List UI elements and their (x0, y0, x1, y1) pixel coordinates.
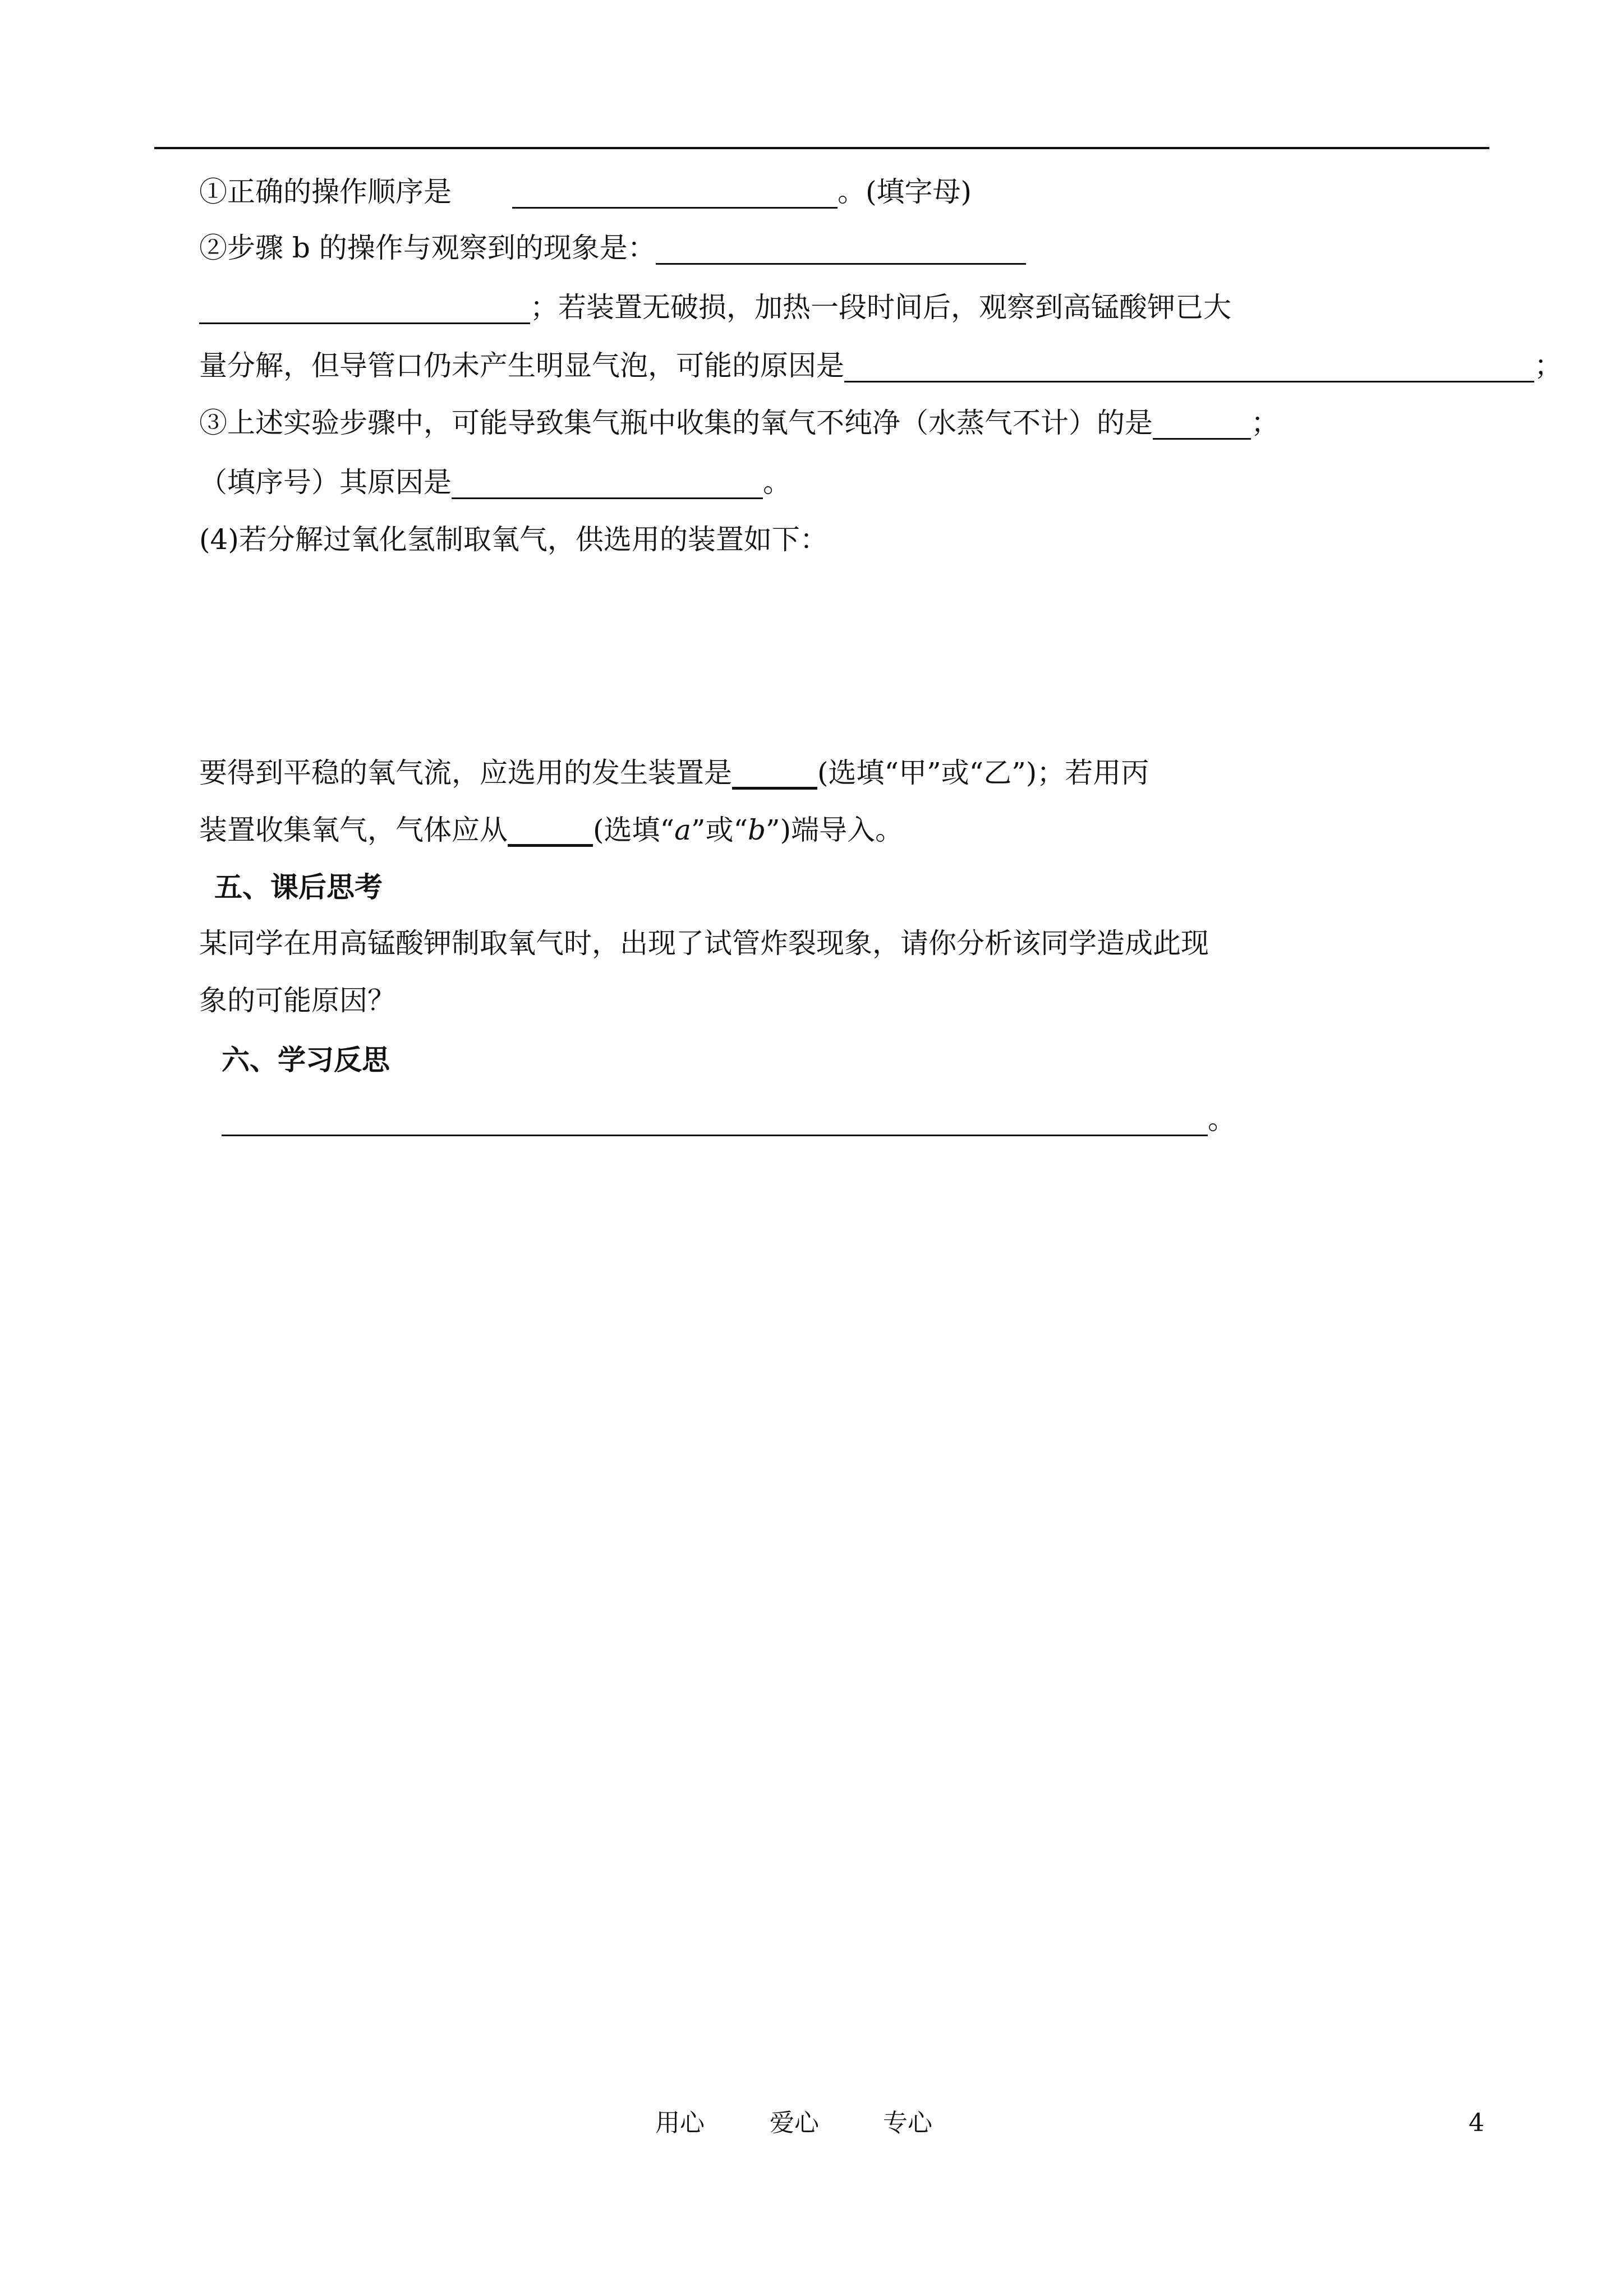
answer-blank-1[interactable] (512, 178, 838, 209)
answer-blank-2a[interactable] (656, 234, 1026, 265)
header-rule (154, 147, 1489, 149)
question-4b-mid2: ”或“ (691, 814, 748, 846)
reflection-end: 。 (1208, 1103, 1236, 1136)
section-six-title: 六、学习反思 (222, 1043, 390, 1076)
section-five-title: 五、课后思考 (214, 870, 383, 903)
question-2c-line (199, 349, 1562, 382)
question-4b-prefix: 装置收集氧气，气体应从 (199, 814, 508, 846)
answer-blank-4b[interactable] (508, 815, 593, 847)
question-2c-prefix: 量分解，但导管口仍未产生明显气泡，可能的原因是 (199, 349, 844, 382)
answer-blank-2b[interactable] (199, 293, 530, 324)
question-1-prefix: ①正确的操作顺序是 (199, 176, 452, 208)
option-a: a (674, 814, 691, 846)
question-3-suffix: ； (1251, 407, 1279, 439)
reflection-blank[interactable] (222, 1105, 1208, 1136)
question-4b-line (199, 813, 903, 847)
footer-word-2: 爱心 (770, 2109, 819, 2137)
question-4a-prefix: 要得到平稳的氧气流，应选用的发生装置是 (199, 757, 732, 789)
question-3-line (199, 406, 1279, 440)
answer-blank-4a[interactable] (732, 758, 817, 790)
question-4-line (199, 523, 828, 556)
question-2b-line (199, 291, 1231, 324)
question-4-text: (4)若分解过氧化氢制取氧气，供选用的装置如下： (199, 523, 828, 556)
question-4b-suffix: ”)端导入。 (766, 814, 904, 846)
option-b: b (748, 814, 766, 846)
question-4a-suffix: (选填“甲”或“乙”)；若用丙 (817, 757, 1149, 789)
question-3b-line (199, 465, 791, 499)
question-4a-line (199, 756, 1149, 790)
question-2-prefix: ②步骤 b 的操作与观察到的现象是： (199, 232, 656, 264)
section-six-answer-line (222, 1103, 1236, 1136)
question-4b-mid1: (选填“ (593, 814, 675, 846)
question-3b-prefix: （填序号）其原因是 (199, 466, 452, 499)
answer-blank-3a[interactable] (1153, 409, 1251, 440)
footer-word-1: 用心 (655, 2109, 705, 2137)
question-1-line (199, 175, 972, 209)
question-2-line (199, 231, 1026, 265)
section-five-line-2: 象的可能原因？ (199, 984, 395, 1017)
answer-blank-3b[interactable] (452, 468, 763, 499)
question-2c-suffix: ； (1534, 349, 1562, 382)
question-2b-suffix: ；若装置无破损，加热一段时间后，观察到高锰酸钾已大 (530, 291, 1231, 324)
question-1-suffix: 。(填字母) (838, 176, 972, 208)
question-3b-suffix: 。 (763, 466, 791, 499)
footer-word-3: 专心 (883, 2109, 932, 2137)
page-number: 4 (1469, 2109, 1484, 2137)
answer-blank-2c[interactable] (844, 352, 1534, 382)
question-3-prefix: ③上述实验步骤中，可能导致集气瓶中收集的氧气不纯净（水蒸气不计）的是 (199, 407, 1153, 439)
section-five-line-1: 某同学在用高锰酸钾制取氧气时，出现了试管炸裂现象，请你分析该同学造成此现 (199, 927, 1209, 960)
